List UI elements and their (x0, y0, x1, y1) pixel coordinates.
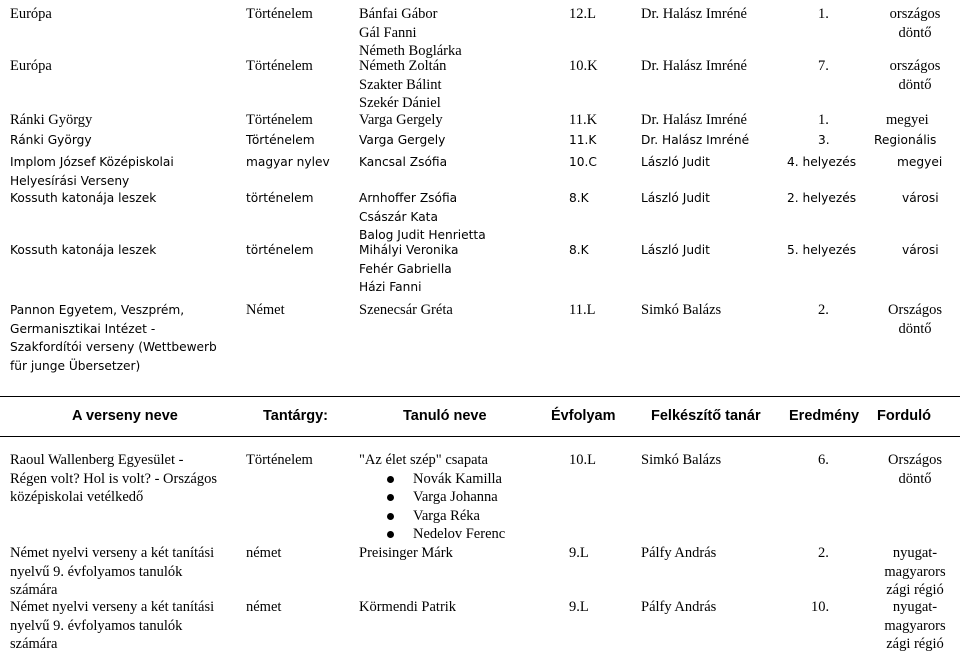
grade: 10.K (569, 58, 598, 74)
subject: német (246, 599, 282, 615)
student-names (359, 57, 446, 113)
header-level: Forduló (877, 408, 931, 424)
result: 7. (818, 58, 829, 74)
team-member-list (413, 470, 505, 544)
result: 2. (818, 302, 829, 318)
competition-name: Európa (10, 58, 52, 74)
result: 4. helyezés (787, 155, 857, 169)
result: 10. (811, 599, 830, 615)
header-student: Tanuló neve (403, 408, 487, 424)
competition-name: Ránki György (10, 133, 92, 147)
subject: Történelem (246, 112, 313, 128)
teacher: László Judit (641, 191, 710, 205)
round-level: országos döntő (889, 6, 941, 41)
list-item: Novák Kamilla (413, 470, 505, 489)
competition-name: Német nyelvi verseny a két tanítási nyelvű 9. évfolyamos tanulók számára (10, 545, 215, 598)
teacher: Dr. Halász Imréné (641, 133, 750, 147)
result: 6. (818, 452, 829, 468)
round-level: nyugat- magyarors zági régió (884, 599, 946, 652)
round-level: országos döntő (889, 58, 941, 93)
student-name: Szakter Bálint (359, 76, 442, 93)
team-name: "Az élet szép" csapata (359, 452, 488, 468)
student-name: Bánfai Gábor (359, 6, 438, 22)
student-name: Preisinger Márk (359, 545, 453, 561)
grade: 11.L (569, 302, 596, 318)
subject: magyar nylev (246, 155, 330, 169)
student-name: Szenecsár Gréta (359, 302, 453, 318)
round-level: Regionális (874, 133, 937, 147)
competition-name: Pannon Egyetem, Veszprém, Germanisztikai Intézet - Szakfordítói verseny (Wettbewerb für junge Übersetzer) (10, 303, 217, 373)
grade: 10.C (569, 155, 597, 169)
subject: német (246, 545, 282, 561)
competition-name: Implom József Középiskolai Helyesírási Verseny (10, 155, 174, 188)
teacher: László Judit (641, 155, 710, 169)
header-top-rule (0, 396, 960, 397)
competition-name: Német nyelvi verseny a két tanítási nyelvű 9. évfolyamos tanulók számára (10, 599, 215, 652)
header-teacher: Felkészítő tanár (651, 408, 761, 424)
header-grade: Évfolyam (551, 408, 616, 424)
grade: 8.K (569, 243, 589, 257)
student-name: Németh Boglárka (359, 43, 462, 59)
teacher: Simkó Balázs (641, 452, 722, 468)
competition-name: Raoul Wallenberg Egyesület - Régen volt? Hol is volt? - Országos középiskolai vetélkedő (10, 452, 217, 505)
student-names (359, 241, 458, 297)
round-level: megyei (886, 112, 929, 128)
result: 1. (818, 6, 829, 22)
subject: Történelem (246, 133, 315, 147)
result: 2. helyezés (787, 191, 857, 205)
result: 2. (818, 545, 829, 561)
student-name: Mihályi Veronika (359, 243, 459, 257)
grade: 9.L (569, 545, 589, 561)
result: 1. (818, 112, 829, 128)
student-name: Házi Fanni (359, 280, 422, 294)
header-subject: Tantárgy: (263, 408, 328, 424)
grade: 11.K (569, 112, 598, 128)
student-names (359, 189, 486, 245)
subject: Történelem (246, 58, 313, 74)
subject: Történelem (246, 6, 313, 22)
list-item: Nedelov Ferenc (413, 526, 506, 542)
student-name: Németh Zoltán (359, 58, 447, 74)
list-item: Varga Johanna (413, 488, 505, 507)
header-bottom-rule (0, 436, 960, 437)
student-name: Varga Gergely (359, 133, 446, 147)
result: 3. (818, 133, 830, 147)
round-level: nyugat- magyarors zági régió (884, 545, 946, 598)
student-name: Körmendi Patrik (359, 599, 457, 615)
round-level: megyei (897, 155, 943, 169)
grade: 10.L (569, 452, 596, 468)
competition-name: Kossuth katonája leszek (10, 243, 157, 257)
competition-name: Kossuth katonája leszek (10, 191, 157, 205)
teacher: László Judit (641, 243, 710, 257)
subject: történelem (246, 243, 314, 257)
teacher: Simkó Balázs (641, 302, 722, 318)
result: 5. helyezés (787, 243, 857, 257)
student-name: Fehér Gabriella (359, 261, 452, 276)
round-level: Országos döntő (888, 302, 942, 337)
student-name: Arnhoffer Zsófia (359, 191, 458, 205)
subject: Történelem (246, 452, 313, 468)
grade: 11.K (569, 133, 597, 147)
round-level: városi (902, 191, 939, 205)
header-competition: A verseny neve (72, 408, 178, 424)
student-name: Varga Gergely (359, 112, 443, 128)
grade: 12.L (569, 6, 596, 22)
grade: 8.K (569, 191, 589, 205)
student-name: Gál Fanni (359, 24, 417, 41)
teacher: Pálfy András (641, 545, 717, 561)
round-level: városi (902, 243, 939, 257)
teacher: Dr. Halász Imréné (641, 58, 747, 74)
grade: 9.L (569, 599, 589, 615)
competition-name: Európa (10, 6, 52, 22)
teacher: Pálfy András (641, 599, 717, 615)
subject: Német (246, 302, 285, 318)
teacher: Dr. Halász Imréné (641, 112, 747, 128)
student-name: Balog Judit Henrietta (359, 228, 486, 242)
teacher: Dr. Halász Imréné (641, 6, 747, 22)
list-item: Varga Réka (413, 507, 505, 526)
header-result: Eredmény (789, 408, 860, 424)
student-names (359, 5, 462, 61)
round-level: Országos döntő (888, 452, 942, 487)
competition-name: Ránki György (10, 112, 93, 128)
subject: történelem (246, 191, 314, 205)
student-name: Kancsal Zsófia (359, 155, 448, 169)
student-name: Császár Kata (359, 209, 438, 224)
student-name: Szekér Dániel (359, 95, 441, 111)
